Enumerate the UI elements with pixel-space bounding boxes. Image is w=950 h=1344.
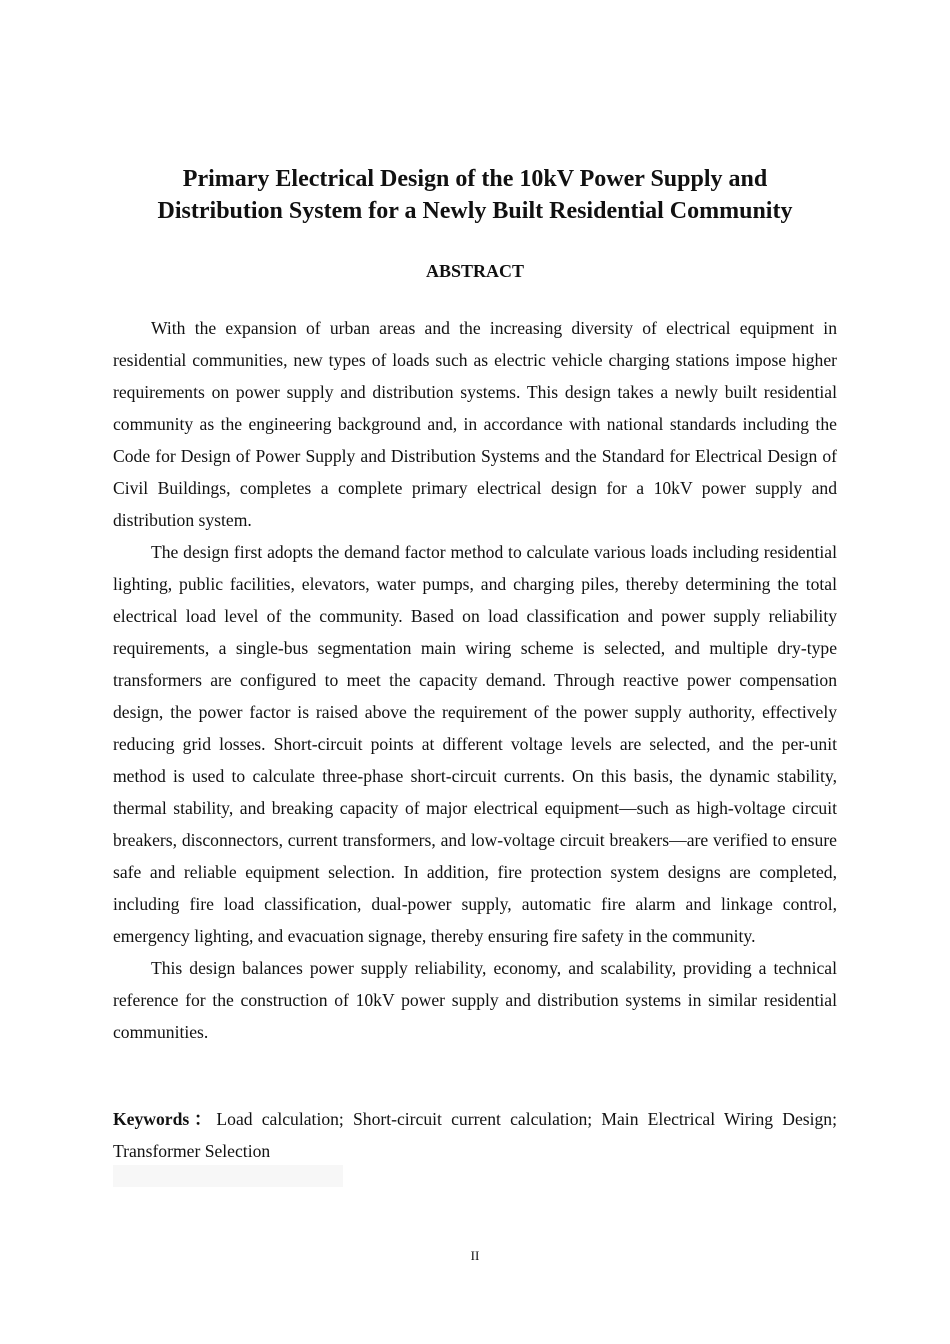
keywords-text: Load calculation; Short-circuit current calculation; Main Electrical Wiring Design; Transformer Selection: [113, 1109, 837, 1161]
page-number: II: [470, 1248, 480, 1263]
keywords: [113, 1103, 837, 1167]
abstract-paragraph-1: With the expansion of urban areas and the increasing diversity of electrical equipment in residential communities, new types of loads such as electric vehicle charging stations impose higher requirements on power supply and distribution systems. This design takes a newly built residential community as the engineering background and, in accordance with national standards including the Code for Design of Power Supply and Distribution Systems and the Standard for Electrical Design of Civil Buildings, completes a complete primary electrical design for a 10kV power supply and distribution system.: [113, 318, 837, 530]
blank-placeholder-box: [113, 1165, 343, 1187]
abstract-heading: ABSTRACT: [425, 261, 525, 281]
keywords-label: Keywords：: [113, 1109, 217, 1129]
document-title: [100, 163, 850, 227]
abstract-paragraph-3: This design balances power supply reliability, economy, and scalability, providing a technical reference for the construction of 10kV power supply and distribution systems in similar residential communities.: [113, 958, 837, 1042]
title-line-1: Primary Electrical Design of the 10kV Power Supply and: [182, 166, 768, 192]
abstract-paragraph-2: The design first adopts the demand factor method to calculate various loads including residential lighting, public facilities, elevators, water pumps, and charging piles, thereby determining the total electrical load level of the community. Based on load classification and power supply reliability requirements, a single-bus segmentation main wiring scheme is selected, and multiple dry-type transformers are configured to meet the capacity demand. Through reactive power compensation design, the power factor is raised above the requirement of the power supply authority, effectively reducing grid losses. Short-circuit points at different voltage levels are selected, and the per-unit method is used to calculate three-phase short-circuit currents. On this basis, the dynamic stability, thermal stability, and breaking capacity of major electrical equipment—such as high-voltage circuit breakers, disconnectors, current transformers, and low-voltage circuit breakers—are verified to ensure safe and reliable equipment selection. In addition, fire protection system designs are completed, including fire load classification, dual-power supply, automatic fire alarm and linkage control, emergency lighting, and evacuation signage, thereby ensuring fire safety in the community.: [113, 542, 837, 946]
title-line-2: Distribution System for a Newly Built Residential Community: [157, 198, 793, 224]
abstract-body: [113, 312, 837, 1048]
